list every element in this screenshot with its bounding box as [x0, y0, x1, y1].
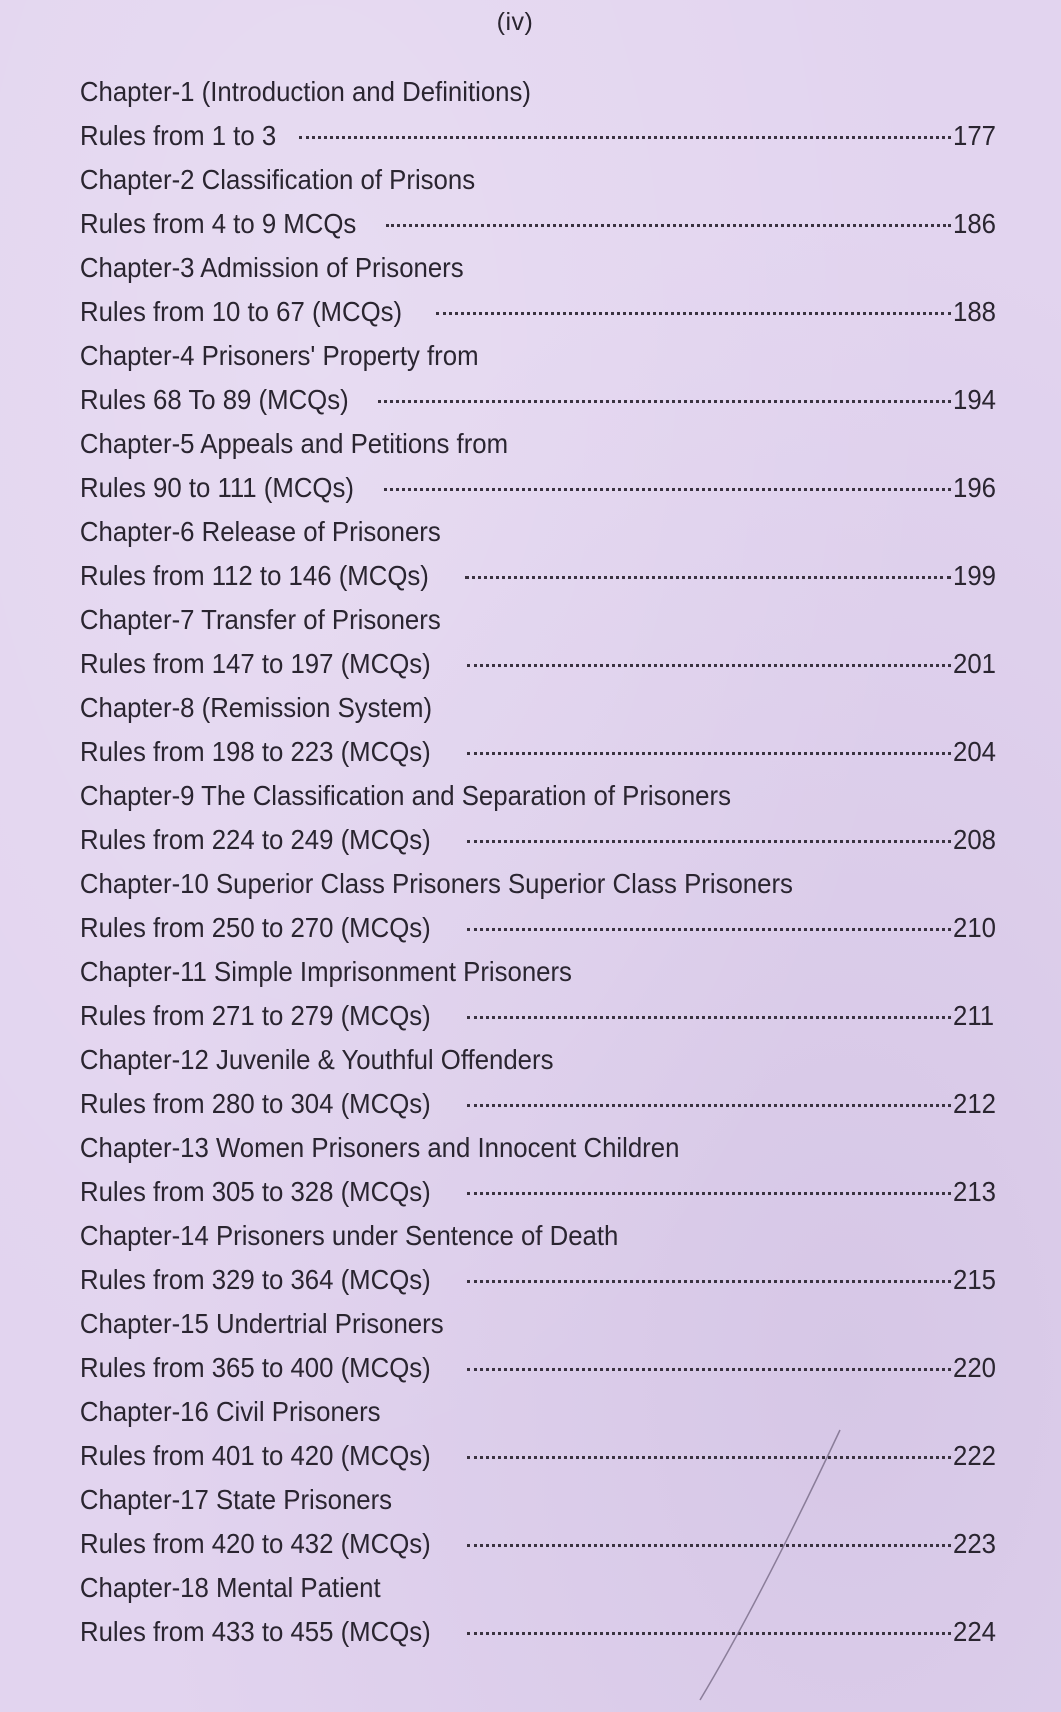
page-reference: 215 — [953, 1264, 996, 1295]
rules-range: Rules from 271 to 279 (MCQs) — [80, 1000, 431, 1031]
toc-entry — [56, 1566, 1011, 1654]
dot-leader — [436, 312, 951, 315]
dot-leader — [467, 840, 951, 843]
page-reference: 213 — [953, 1176, 996, 1207]
chapter-title: Chapter-2 Classification of Prisons — [79, 164, 476, 195]
rules-line — [56, 994, 1011, 1038]
page-reference: 186 — [953, 208, 996, 239]
chapter-title: Chapter-18 Mental Patient — [79, 1572, 381, 1603]
dot-leader — [467, 1544, 951, 1547]
chapter-title: Chapter-13 Women Prisoners and Innocent Children — [79, 1132, 680, 1163]
rules-range: Rules 68 To 89 (MCQs) — [80, 384, 349, 415]
dot-leader — [467, 1280, 951, 1283]
rules-line — [56, 1610, 1011, 1654]
toc-entry — [56, 1390, 1011, 1478]
dot-leader — [467, 1456, 951, 1459]
chapter-title: Chapter-15 Undertrial Prisoners — [79, 1308, 444, 1339]
rules-range: Rules from 250 to 270 (MCQs) — [80, 912, 431, 943]
rules-range: Rules from 329 to 364 (MCQs) — [80, 1264, 431, 1295]
dot-leader — [467, 928, 951, 931]
toc-entry — [56, 950, 1011, 1038]
dot-leader — [299, 136, 951, 139]
toc-entry — [56, 510, 1011, 598]
chapter-title: Chapter-9 The Classification and Separation of Prisoners — [79, 780, 731, 811]
rules-line — [56, 466, 1011, 510]
page-reference: 196 — [953, 472, 996, 503]
chapter-title: Chapter-6 Release of Prisoners — [79, 516, 441, 547]
toc-entry — [56, 686, 1011, 774]
page-reference: 220 — [953, 1352, 996, 1383]
rules-line — [56, 554, 1011, 598]
dot-leader — [378, 400, 951, 403]
rules-range: Rules from 147 to 197 (MCQs) — [80, 648, 431, 679]
page-number: (iv) — [496, 8, 534, 36]
dot-leader — [465, 576, 951, 579]
dot-leader — [467, 1192, 951, 1195]
rules-line — [56, 818, 1011, 862]
dot-leader — [467, 1632, 951, 1635]
toc-entry — [56, 1126, 1011, 1214]
rules-range: Rules from 224 to 249 (MCQs) — [80, 824, 431, 855]
chapter-title: Chapter-7 Transfer of Prisoners — [79, 604, 441, 635]
rules-line — [56, 1170, 1011, 1214]
toc-entry — [56, 862, 1011, 950]
page-reference: 201 — [953, 648, 996, 679]
rules-range: Rules from 112 to 146 (MCQs) — [80, 560, 429, 591]
dot-leader — [467, 1368, 951, 1371]
page-reference: 194 — [953, 384, 996, 415]
rules-range: Rules from 433 to 455 (MCQs) — [80, 1616, 431, 1647]
toc-entry — [56, 422, 1011, 510]
rules-line — [56, 642, 1011, 686]
rules-line — [56, 1082, 1011, 1126]
chapter-title: Chapter-11 Simple Imprisonment Prisoners — [79, 956, 572, 987]
toc-entry — [56, 158, 1011, 246]
toc-entry — [56, 334, 1011, 422]
page-reference: 199 — [953, 560, 996, 591]
chapter-title: Chapter-12 Juvenile & Youthful Offenders — [79, 1044, 554, 1075]
page-reference: 208 — [953, 824, 996, 855]
chapter-title: Chapter-17 State Prisoners — [79, 1484, 393, 1515]
rules-line — [56, 378, 1011, 422]
rules-line — [56, 906, 1011, 950]
toc-entry — [56, 1214, 1011, 1302]
chapter-title: Chapter-5 Appeals and Petitions from — [79, 428, 509, 459]
rules-range: Rules from 401 to 420 (MCQs) — [80, 1440, 431, 1471]
page-reference: 223 — [953, 1528, 996, 1559]
page-reference: 211 — [953, 1000, 995, 1031]
page-reference: 210 — [953, 912, 996, 943]
toc-entry — [56, 246, 1011, 334]
chapter-title: Chapter-10 Superior Class Prisoners Superior Class Prisoners — [79, 868, 793, 899]
chapter-title: Chapter-3 Admission of Prisoners — [79, 252, 464, 283]
chapter-title: Chapter-8 (Remission System) — [79, 692, 433, 723]
rules-range: Rules from 1 to 3 — [80, 120, 277, 151]
chapter-title: Chapter-16 Civil Prisoners — [79, 1396, 381, 1427]
rules-range: Rules from 305 to 328 (MCQs) — [80, 1176, 431, 1207]
rules-line — [56, 1258, 1011, 1302]
rules-range: Rules from 4 to 9 MCQs — [80, 208, 357, 239]
chapter-title: Chapter-1 (Introduction and Definitions) — [79, 76, 531, 107]
toc-entry — [56, 598, 1011, 686]
page-reference: 212 — [953, 1088, 996, 1119]
rules-line — [56, 1434, 1011, 1478]
page-reference: 188 — [953, 296, 996, 327]
table-of-contents — [56, 70, 1011, 1654]
chapter-title: Chapter-4 Prisoners' Property from — [79, 340, 479, 371]
page-reference: 222 — [953, 1440, 996, 1471]
rules-range: Rules 90 to 111 (MCQs) — [80, 472, 354, 503]
dot-leader — [467, 1016, 951, 1019]
toc-entry — [56, 1478, 1011, 1566]
dot-leader — [467, 664, 951, 667]
rules-range: Rules from 280 to 304 (MCQs) — [80, 1088, 431, 1119]
rules-line — [56, 730, 1011, 774]
page-reference: 204 — [953, 736, 996, 767]
page-reference: 224 — [953, 1616, 996, 1647]
rules-line — [56, 290, 1011, 334]
dot-leader — [467, 752, 951, 755]
rules-range: Rules from 365 to 400 (MCQs) — [80, 1352, 431, 1383]
rules-range: Rules from 10 to 67 (MCQs) — [80, 296, 403, 327]
page-reference: 177 — [953, 120, 996, 151]
toc-entry — [56, 70, 1011, 158]
rules-line — [56, 1346, 1011, 1390]
dot-leader — [384, 488, 951, 491]
dot-leader — [386, 224, 951, 227]
rules-range: Rules from 198 to 223 (MCQs) — [80, 736, 431, 767]
rules-line — [56, 114, 1011, 158]
toc-entry — [56, 1302, 1011, 1390]
toc-entry — [56, 774, 1011, 862]
rules-line — [56, 202, 1011, 246]
chapter-title: Chapter-14 Prisoners under Sentence of Death — [79, 1220, 619, 1251]
dot-leader — [467, 1104, 951, 1107]
rules-line — [56, 1522, 1011, 1566]
toc-entry — [56, 1038, 1011, 1126]
rules-range: Rules from 420 to 432 (MCQs) — [80, 1528, 431, 1559]
